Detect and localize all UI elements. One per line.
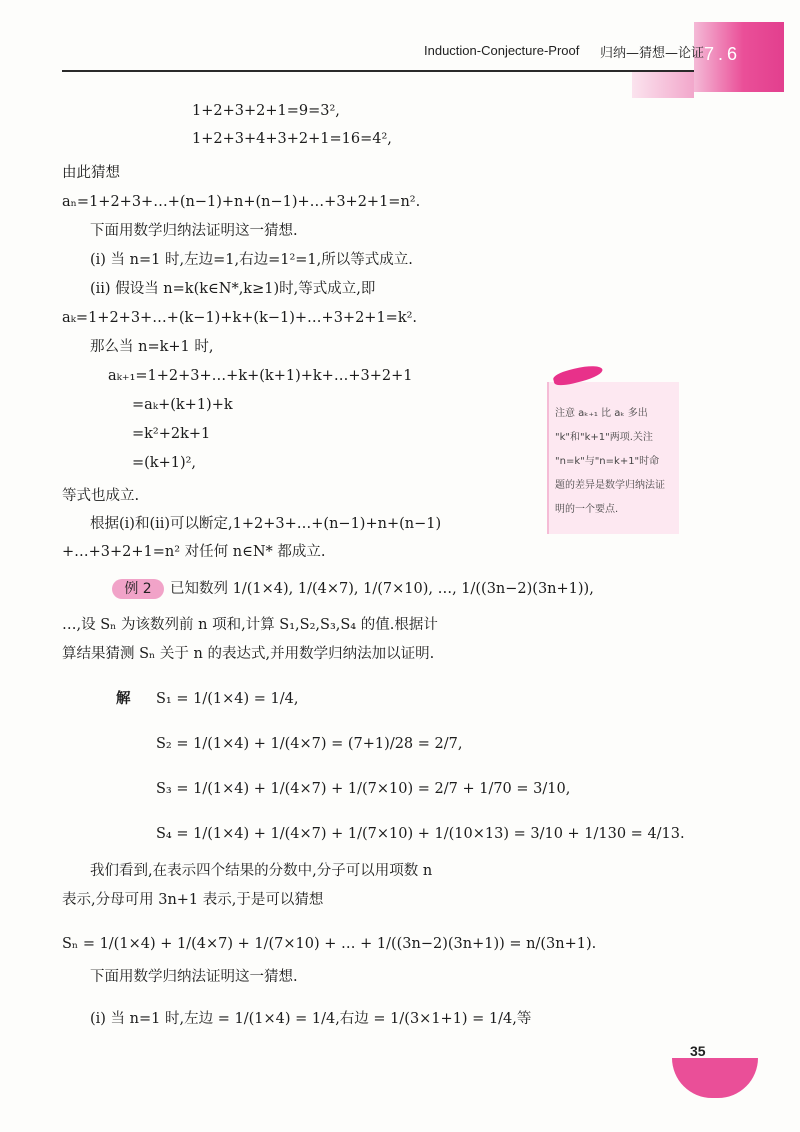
text-line: 等式也成立. <box>62 488 140 504</box>
sidenote-line: "k"和"k+1"两项.关注 <box>555 432 653 443</box>
header-rule <box>62 70 694 72</box>
text-line: +…+3+2+1=n² 对任何 n∈N* 都成立. <box>62 544 326 560</box>
solution-equation: S₄ = 1/(1×4) + 1/(4×7) + 1/(7×10) + 1/(10×13) = 3/10 + 1/130 = 4/13. <box>156 826 685 842</box>
header-tab <box>632 72 694 98</box>
text-line: 那么当 n=k+1 时, <box>90 339 214 355</box>
equation-line: =(k+1)², <box>132 455 197 471</box>
solution-label: 解 <box>116 690 131 707</box>
text-line: 下面用数学归纳法证明这一猜想. <box>90 969 298 985</box>
solution-equation: S₂ = 1/(1×4) + 1/(4×7) = (7+1)/28 = 2/7, <box>156 736 463 752</box>
sidenote-line: "n=k"与"n=k+1"时命 <box>555 456 660 467</box>
header-english-title: Induction-Conjecture-Proof <box>424 43 580 58</box>
page-number-badge <box>672 1058 758 1098</box>
equation-line: =aₖ+(k+1)+k <box>132 397 233 413</box>
text-line: 下面用数学归纳法证明这一猜想. <box>90 223 298 239</box>
equation-line: aₖ₊₁=1+2+3+…+k+(k+1)+k+…+3+2+1 <box>108 368 413 384</box>
text-line: 我们看到,在表示四个结果的分数中,分子可以用项数 n <box>90 863 433 879</box>
equation-line: =k²+2k+1 <box>132 426 211 442</box>
equation-line: aₖ=1+2+3+…+(k−1)+k+(k−1)+…+3+2+1=k². <box>62 310 418 326</box>
equation-line: 1+2+3+4+3+2+1=16=4², <box>192 131 392 147</box>
solution-equation: S₁ = 1/(1×4) = 1/4, <box>156 691 299 707</box>
page-number: 35 <box>690 1043 706 1059</box>
example-line: 已知数列 1/(1×4), 1/(4×7), 1/(7×10), …, 1/((3n−2)(3n+1)), <box>170 581 594 597</box>
example-line: 算结果猜测 Sₙ 关于 n 的表达式,并用数学归纳法加以证明. <box>62 646 435 662</box>
text-line: 由此猜想 <box>62 165 120 181</box>
header-chinese-title: 归纳—猜想—论证 <box>600 46 705 61</box>
conjecture-equation: Sₙ = 1/(1×4) + 1/(4×7) + 1/(7×10) + … + 1/((3n−2)(3n+1)) = n/(3n+1). <box>62 936 597 952</box>
text-line: 根据(i)和(ii)可以断定,1+2+3+…+(n−1)+n+(n−1) <box>90 516 442 532</box>
text-line: 表示,分母可用 3n+1 表示,于是可以猜想 <box>62 892 324 908</box>
example-badge: 例 2 <box>112 579 164 599</box>
sidenote-line: 明的一个要点. <box>555 504 619 515</box>
text-line: (i) 当 n=1 时,左边 = 1/(1×4) = 1/4,右边 = 1/(3×1+1) = 1/4,等 <box>90 1011 532 1027</box>
text-line: (ii) 假设当 n=k(k∈N*,k≥1)时,等式成立,即 <box>90 281 376 297</box>
text-line: (i) 当 n=1 时,左边=1,右边=1²=1,所以等式成立. <box>90 252 413 268</box>
section-number: 7.6 <box>704 44 742 64</box>
sidenote-line: 题的差异是数学归纳法证 <box>555 480 665 491</box>
example-line: …,设 Sₙ 为该数列前 n 项和,计算 S₁,S₂,S₃,S₄ 的值.根据计 <box>62 617 438 633</box>
equation-line: aₙ=1+2+3+…+(n−1)+n+(n−1)+…+3+2+1=n². <box>62 194 421 210</box>
solution-equation: S₃ = 1/(1×4) + 1/(4×7) + 1/(7×10) = 2/7 + 1/70 = 3/10, <box>156 781 571 797</box>
sidenote-box <box>547 382 679 534</box>
equation-line: 1+2+3+2+1=9=3², <box>192 103 340 119</box>
sidenote-line: 注意 aₖ₊₁ 比 aₖ 多出 <box>555 408 648 419</box>
